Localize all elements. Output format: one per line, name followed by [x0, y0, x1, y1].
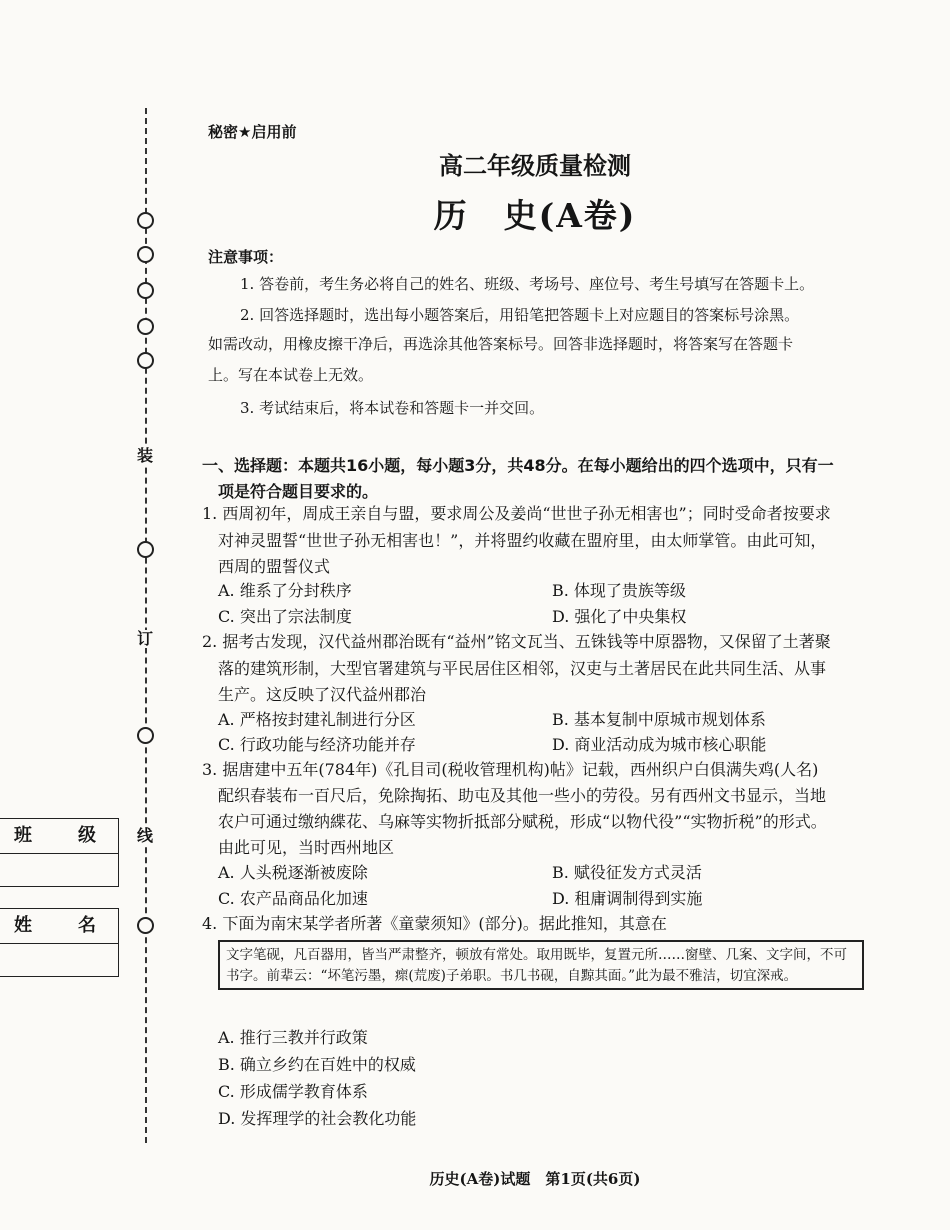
exam-subtitle: 历 史(A卷) — [433, 196, 637, 235]
question-4-option-b[interactable]: B. 确立乡约在百姓中的权威 — [218, 1055, 416, 1074]
binding-char-zhuang: 装 — [137, 446, 154, 465]
notice-item-3: 3. 考试结束后，将本试卷和答题卡一并交回。 — [240, 399, 545, 417]
question-2-stem: 2. 据考古发现，汉代益州郡治既有“益州”铭文瓦当、五铢钱等中原器物，又保留了土著聚 — [202, 632, 831, 651]
question-1-option-a[interactable]: A. 维系了分封秩序 — [218, 581, 352, 600]
class-label-char1: 班 — [14, 825, 32, 846]
question-1-option-b[interactable]: B. 体现了贵族等级 — [552, 581, 686, 600]
question-1-stem-cont2: 西周的盟誓仪式 — [218, 557, 331, 576]
question-3-stem-cont3: 由此可见，当时西州地区 — [218, 838, 395, 857]
page-footer: 历史(A卷)试题 第1页(共6页) — [429, 1170, 641, 1188]
binding-hole — [137, 917, 154, 934]
binding-hole — [137, 318, 154, 335]
binding-hole — [137, 352, 154, 369]
question-4-option-d[interactable]: D. 发挥理学的社会教化功能 — [218, 1109, 417, 1128]
question-3-stem: 3. 据唐建中五年(784年)《孔目司(税收管理机构)帖》记载，西州织户白俱满失鸡(人名) — [202, 760, 819, 779]
exam-title: 高二年级质量检测 — [439, 151, 631, 180]
binding-dashed-line — [145, 108, 147, 1143]
notice-item-2: 2. 回答选择题时，选出每小题答案后，用铅笔把答题卡上对应题目的答案标号涂黑。 — [240, 306, 800, 324]
notice-item-2-cont2: 上。写在本试卷上无效。 — [208, 366, 374, 384]
class-blank[interactable] — [0, 854, 118, 886]
question-3-stem-cont2: 农户可通过缴纳緤花、乌麻等实物折抵部分赋税，形成“以物代役”“实物折税”的形式。 — [218, 812, 827, 831]
binding-hole — [137, 246, 154, 263]
class-field[interactable] — [0, 818, 119, 887]
question-1-stem: 1. 西周初年，周成王亲自与盟，要求周公及姜尚“世世子孙无相害也”；同时受命者按要求 — [202, 504, 831, 523]
question-4-stem: 4. 下面为南宋某学者所著《童蒙须知》(部分)。据此推知，其意在 — [202, 914, 667, 933]
name-field[interactable] — [0, 908, 119, 977]
name-label-char1: 姓 — [14, 915, 32, 936]
notice-item-2-cont: 如需改动，用橡皮擦干净后，再选涂其他答案标号。回答非选择题时，将答案写在答题卡 — [208, 335, 794, 353]
class-label — [0, 819, 118, 854]
binding-hole — [137, 282, 154, 299]
question-2-option-b[interactable]: B. 基本复制中原城市规划体系 — [552, 710, 766, 729]
notice-heading: 注意事项： — [208, 248, 284, 266]
question-4-quote-box — [218, 940, 864, 990]
class-label-char2: 级 — [78, 825, 96, 846]
question-4-option-c[interactable]: C. 形成儒学教育体系 — [218, 1082, 368, 1101]
question-2-stem-cont2: 生产。这反映了汉代益州郡治 — [218, 685, 427, 704]
question-1-stem-cont: 对神灵盟誓“世世子孙无相害也！”，并将盟约收藏在盟府里，由太师掌管。由此可知， — [218, 531, 827, 550]
section-heading: 一、选择题：本题共16小题，每小题3分，共48分。在每小题给出的四个选项中，只有一 — [202, 456, 834, 475]
name-label-char2: 名 — [78, 915, 96, 936]
name-blank[interactable] — [0, 944, 118, 976]
question-3-option-c[interactable]: C. 农产品商品化加速 — [218, 889, 368, 908]
question-2-option-c[interactable]: C. 行政功能与经济功能并存 — [218, 735, 416, 754]
binding-char-xian: 线 — [137, 826, 154, 845]
secret-label: 秘密★启用前 — [208, 123, 297, 141]
binding-char-ding: 订 — [137, 629, 154, 648]
section-heading-cont: 项是符合题目要求的。 — [218, 482, 379, 501]
binding-hole — [137, 541, 154, 558]
question-2-option-a[interactable]: A. 严格按封建礼制进行分区 — [218, 710, 416, 729]
question-3-option-b[interactable]: B. 赋役征发方式灵活 — [552, 863, 702, 882]
name-label — [0, 909, 118, 944]
notice-item-1: 1. 答卷前，考生务必将自己的姓名、班级、考场号、座位号、考生号填写在答题卡上。 — [240, 275, 815, 293]
binding-hole — [137, 727, 154, 744]
question-2-option-d[interactable]: D. 商业活动成为城市核心职能 — [552, 735, 767, 754]
question-2-stem-cont: 落的建筑形制，大型官署建筑与平民居住区相邻，汉吏与土著居民在此共同生活、从事 — [218, 659, 827, 678]
question-4-quote: 文字笔砚，凡百器用，皆当严肃整齐，顿放有常处。取用既毕，复置元所……窗壁、几案、文字间，不可书字。前辈云：“坏笔污墨，瘝(荒废)子弟职。书几书砚，自黥其面。”此为最不雅洁，切宜深戒。 — [226, 947, 847, 984]
question-1-option-c[interactable]: C. 突出了宗法制度 — [218, 607, 352, 626]
question-3-option-d[interactable]: D. 租庸调制得到实施 — [552, 889, 703, 908]
binding-hole — [137, 212, 154, 229]
question-1-option-d[interactable]: D. 强化了中央集权 — [552, 607, 687, 626]
question-3-option-a[interactable]: A. 人头税逐渐被废除 — [218, 863, 368, 882]
question-4-option-a[interactable]: A. 推行三教并行政策 — [218, 1028, 368, 1047]
question-3-stem-cont: 配织春装布一百尺后，免除掏拓、助屯及其他一些小的劳役。另有西州文书显示，当地 — [218, 786, 827, 805]
